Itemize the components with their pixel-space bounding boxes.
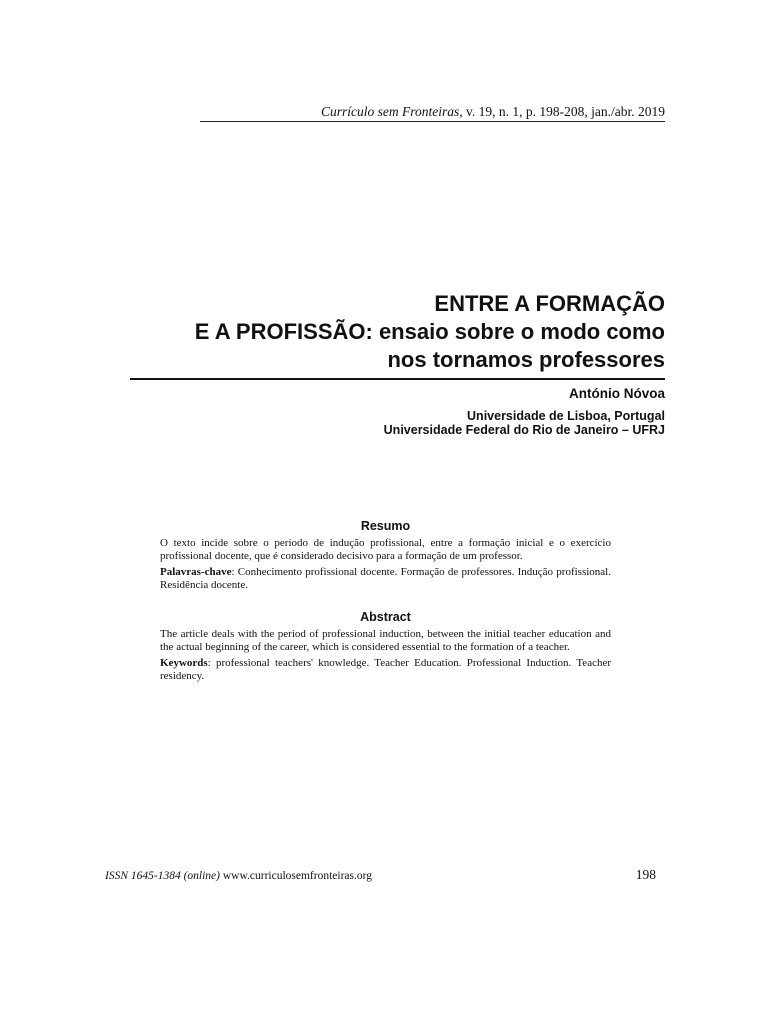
- author-name: António Nóvoa: [569, 386, 665, 401]
- keywords-text: : professional teachers' knowledge. Teacher Education. Professional Induction. Teacher residency.: [160, 657, 611, 682]
- affiliation-1: Universidade de Lisboa, Portugal: [467, 409, 665, 423]
- palavras-chave-label: Palavras-chave: [160, 566, 232, 578]
- article-title: [130, 290, 665, 380]
- website-link[interactable]: www.curriculosemfronteiras.org: [219, 870, 372, 882]
- page-number: 198: [635, 867, 656, 882]
- resumo-keywords: [160, 566, 611, 592]
- abstract-keywords: [160, 657, 611, 683]
- issn-text: ISSN 1645-1384 (online): [105, 870, 220, 882]
- title-line-1: ENTRE A FORMAÇÃO: [434, 291, 665, 316]
- citation-details: v. 19, n. 1, p. 198-208, jan./abr. 2019: [462, 104, 665, 119]
- title-line-3: nos tornamos professores: [387, 347, 665, 372]
- running-header: [200, 104, 665, 122]
- keywords-label: Keywords: [160, 657, 208, 669]
- resumo-heading: Resumo: [360, 519, 411, 533]
- footer-issn: [105, 869, 372, 883]
- affiliation-2: Universidade Federal do Rio de Janeiro – UFRJ: [383, 423, 665, 437]
- title-line-2: E A PROFISSÃO: ensaio sobre o modo como: [194, 319, 665, 344]
- journal-name: Currículo sem Fronteiras,: [321, 104, 463, 119]
- abstract-text: The article deals with the period of professional induction, between the initial teacher education and the actual beginning of the career, which is considered essential to the formation of a teacher.: [160, 628, 611, 653]
- resumo-text: O texto incide sobre o período de indução profissional, entre a formação inicial e o exercício profissional docente, que é considerado decisivo para a formação de um professor.: [160, 537, 611, 562]
- abstract-heading: Abstract: [360, 610, 411, 624]
- palavras-chave-text: : Conhecimento profissional docente. Formação de professores. Indução profissional. Residência docente.: [160, 566, 611, 591]
